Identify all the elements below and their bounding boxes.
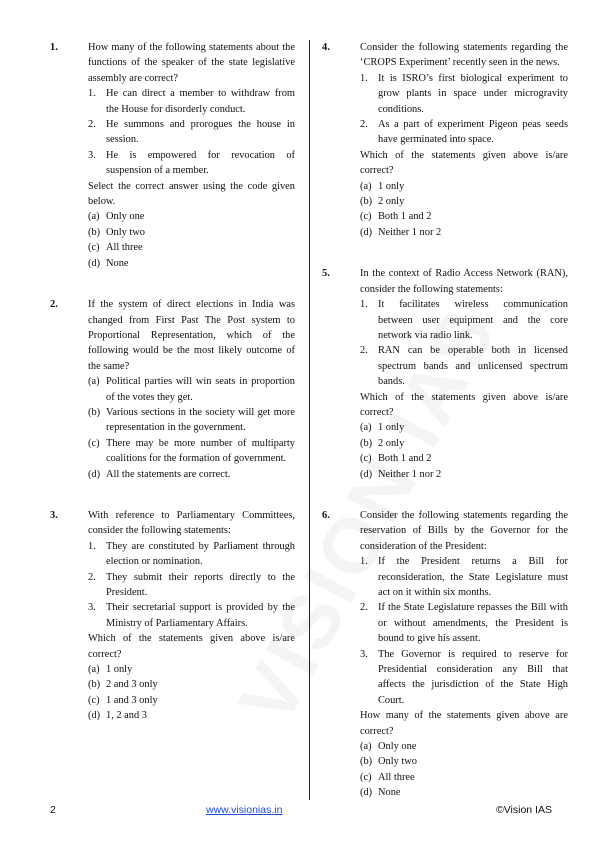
statement-text: As a part of experiment Pigeon peas seeds have germinated into space. — [378, 119, 568, 146]
statement-item — [360, 600, 568, 646]
option-text: There may be more number of multiparty coalitions for the formation of government. — [106, 437, 295, 465]
statement-number: 1. — [360, 556, 368, 568]
option-text: 1 only — [378, 180, 405, 192]
statement-number: 1. — [360, 72, 368, 84]
statement-number: 2. — [88, 119, 96, 131]
option-label: (b) — [88, 406, 101, 418]
option-label: (b) — [360, 437, 373, 449]
answer-option — [88, 405, 295, 436]
statement-number: 2. — [360, 345, 368, 357]
page-number: 2 — [50, 804, 56, 816]
option-label: (d) — [360, 226, 373, 238]
option-text: Political parties will win seats in proportion of the votes they get. — [106, 376, 295, 403]
option-text: 1 only — [378, 422, 405, 434]
statement-item — [88, 570, 295, 601]
answer-option — [360, 179, 568, 194]
answer-option — [360, 209, 568, 224]
answer-option — [88, 209, 295, 224]
question-stem: With reference to Parliamentary Committees, consider the following statements: — [88, 509, 295, 537]
option-text: None — [106, 257, 129, 269]
option-label: (d) — [88, 710, 101, 722]
question-instruction: Which of the statements given above is/are correct? — [360, 391, 568, 418]
question-number: 6. — [322, 509, 330, 521]
answer-option — [360, 436, 568, 451]
question-stem: If the system of direct elections in India was changed from First Past The Post system to Proportional Representation, which of the following would be the most likely outcome of the same? — [88, 299, 295, 372]
statement-text: Their secretarial support is provided by the Ministry of Parliamentary Affairs. — [106, 602, 295, 629]
statement-text: It is ISRO’s first biological experiment to grow plants in space under microgravity conditions. — [378, 72, 568, 115]
option-label: (c) — [88, 694, 100, 706]
answer-option — [360, 194, 568, 209]
option-label: (c) — [88, 437, 100, 449]
answer-option — [88, 225, 295, 240]
statement-item — [360, 297, 568, 343]
question-4 — [322, 40, 568, 240]
statement-text: He summons and prorogues the house in session. — [106, 119, 295, 146]
option-label: (a) — [88, 211, 100, 223]
column-divider — [309, 40, 310, 800]
statement-text: The Governor is required to reserve for Presidential consideration any Bill that affects the jurisdiction of the State High Court. — [378, 648, 568, 706]
option-label: (a) — [88, 376, 100, 388]
answer-option — [360, 754, 568, 769]
option-text: 1, 2 and 3 — [106, 710, 147, 722]
option-text: None — [378, 787, 401, 799]
option-text: Only one — [378, 741, 417, 753]
answer-option — [360, 739, 568, 754]
option-text: 2 only — [378, 437, 405, 449]
option-text: Both 1 and 2 — [378, 453, 432, 465]
statement-item — [88, 148, 295, 179]
website-link[interactable]: www.visionias.in — [206, 804, 283, 816]
statement-item — [360, 71, 568, 117]
statement-item — [360, 343, 568, 389]
option-text: Neither 1 nor 2 — [378, 468, 442, 480]
option-text: 1 only — [106, 664, 133, 676]
question-stem: Consider the following statements regarding the reservation of Bills by the Governor for the consideration of the President: — [360, 509, 568, 552]
statement-item — [360, 647, 568, 709]
question-number: 3. — [50, 509, 58, 521]
statement-text: They are constituted by Parliament through election or nomination. — [106, 540, 295, 568]
answer-option — [88, 256, 295, 271]
option-text: 2 and 3 only — [106, 679, 158, 691]
option-label: (a) — [360, 422, 372, 434]
answer-option — [88, 708, 295, 723]
answer-option — [360, 770, 568, 785]
statement-number: 1. — [88, 540, 96, 552]
statement-item — [88, 600, 295, 631]
statement-text: If the State Legislature repasses the Bill with or without amendments, the President is bound to give his assent. — [378, 602, 568, 645]
answer-option — [88, 693, 295, 708]
answer-option — [360, 467, 568, 482]
option-text: 1 and 3 only — [106, 694, 158, 706]
option-text: Various sections in the society will get more representation in the government. — [106, 406, 295, 434]
statement-number: 3. — [88, 149, 96, 161]
statement-number: 1. — [360, 299, 368, 311]
statement-text: RAN can be operable both in licensed spectrum bands and unlicensed spectrum bands. — [378, 345, 568, 388]
answer-option — [88, 240, 295, 255]
statement-item — [88, 117, 295, 148]
question-stem: How many of the following statements about the functions of the speaker of the state legislative assembly are correct? — [88, 42, 295, 84]
question-stem: Consider the following statements regarding the ‘CROPS Experiment’ recently seen in the news. — [360, 42, 568, 69]
answer-option — [360, 785, 568, 800]
question-stem: In the context of Radio Access Network (RAN), consider the following statements: — [360, 268, 568, 295]
option-text: All three — [378, 771, 415, 783]
statement-item — [88, 539, 295, 570]
statement-item — [360, 117, 568, 148]
question-1 — [50, 40, 295, 271]
answer-option — [360, 225, 568, 240]
answer-option — [360, 451, 568, 466]
statement-item — [360, 554, 568, 600]
statement-number: 3. — [88, 602, 96, 614]
option-label: (c) — [360, 771, 372, 783]
option-label: (b) — [88, 679, 101, 691]
statement-text: He can direct a member to withdraw from the House for disorderly conduct. — [106, 88, 295, 115]
question-3 — [50, 508, 295, 724]
option-text: Only two — [378, 756, 417, 768]
question-5 — [322, 266, 568, 482]
option-label: (d) — [88, 468, 101, 480]
question-number: 5. — [322, 268, 330, 280]
question-instruction: Which of the statements given above is/are correct? — [88, 633, 295, 660]
option-text: All three — [106, 242, 143, 254]
option-label: (c) — [360, 211, 372, 223]
option-label: (c) — [88, 242, 100, 254]
option-label: (a) — [360, 180, 372, 192]
answer-option — [88, 374, 295, 405]
copyright-text: ©Vision IAS — [496, 804, 552, 816]
question-number: 1. — [50, 42, 58, 53]
option-label: (d) — [360, 468, 373, 480]
answer-option — [88, 436, 295, 467]
option-label: (b) — [360, 196, 373, 208]
option-label: (b) — [88, 226, 101, 238]
statement-text: They submit their reports directly to the President. — [106, 571, 295, 598]
question-number: 2. — [50, 299, 58, 311]
statement-text: If the President returns a Bill for reconsideration, the State Legislature must act on it within six months. — [378, 556, 568, 598]
question-instruction: Select the correct answer using the code given below. — [88, 180, 295, 208]
option-text: Only one — [106, 211, 145, 223]
statement-number: 2. — [88, 571, 96, 583]
statement-number: 1. — [88, 88, 96, 100]
left-column — [50, 40, 295, 750]
question-6 — [322, 508, 568, 801]
question-number: 4. — [322, 42, 330, 53]
statement-number: 3. — [360, 648, 368, 660]
option-text: Neither 1 nor 2 — [378, 226, 442, 238]
option-text: Both 1 and 2 — [378, 211, 432, 223]
statement-text: He is empowered for revocation of suspension of a member. — [106, 149, 295, 177]
option-text: 2 only — [378, 196, 405, 208]
answer-option — [88, 467, 295, 482]
statement-number: 2. — [360, 602, 368, 614]
statement-item — [88, 86, 295, 117]
question-2 — [50, 297, 295, 482]
option-label: (c) — [360, 453, 372, 465]
option-label: (b) — [360, 756, 373, 768]
answer-option — [88, 677, 295, 692]
answer-option — [360, 420, 568, 435]
option-text: Only two — [106, 226, 145, 238]
statement-number: 2. — [360, 119, 368, 131]
option-text: All the statements are correct. — [106, 468, 231, 480]
option-label: (d) — [360, 787, 373, 799]
statement-text: It facilitates wireless communication between user equipment and the core network via radio link. — [378, 299, 568, 341]
question-instruction: Which of the statements given above is/are correct? — [360, 149, 568, 177]
right-column — [322, 40, 568, 827]
option-label: (d) — [88, 257, 101, 269]
option-label: (a) — [88, 664, 100, 676]
question-instruction: How many of the statements given above are correct? — [360, 710, 568, 737]
option-label: (a) — [360, 741, 372, 753]
answer-option — [88, 662, 295, 677]
